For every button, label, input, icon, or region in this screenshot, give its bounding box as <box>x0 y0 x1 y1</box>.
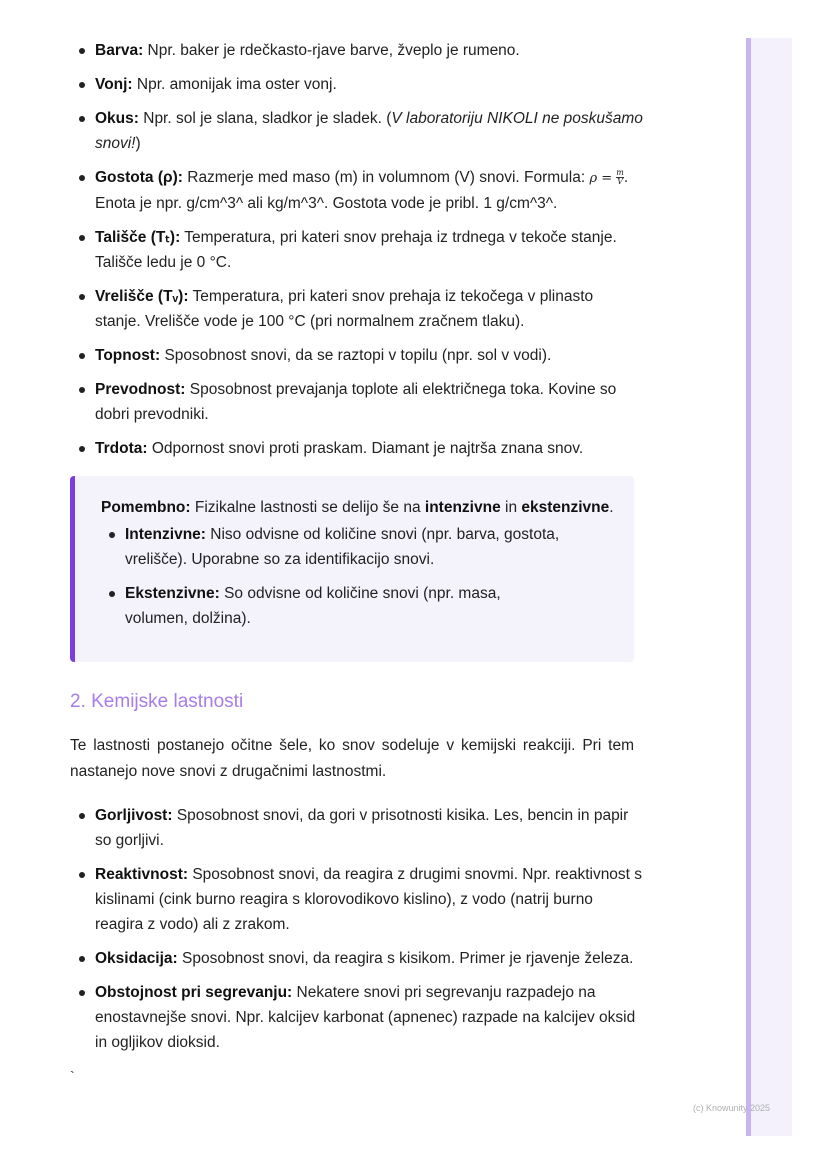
note-list <box>125 522 565 640</box>
list-item: Reaktivnost: Sposobnost snovi, da reagira z drugimi snovmi. Npr. reaktivnost s kislinami (cink burno reagira s klorovodikovo kislino), z vodo (natrij burno reagira z vodo) ali z zrakom. <box>95 862 643 937</box>
page-margin-strip <box>748 38 792 1136</box>
list-item: Topnost: Sposobnost snovi, da se raztopi v topilu (npr. sol v vodi). <box>95 343 643 368</box>
list-item: Okus: Npr. sol je slana, sladkor je sladek. (V laboratoriju NIKOLI ne poskušamo snovi!) <box>95 106 643 156</box>
warning-italic: V laboratoriju NIKOLI ne poskušamo snovi! <box>95 110 643 152</box>
list-item: Vrelišče (Tᵥ): Temperatura, pri kateri snov prehaja iz tekočega v plinasto stanje. Vrelišče vode je 100 °C (pri normalnem zračnem tlaku). <box>95 284 643 334</box>
list-item: Obstojnost pri segrevanju: Nekatere snovi pri segrevanju razpadejo na enostavnejše snovi. Npr. kalcijev karbonat (apnenec) razpade na kalcijev oksid in ogljikov dioksid. <box>95 980 643 1055</box>
list-item: Gostota (ρ): Razmerje med maso (m) in volumnom (V) snovi. Formula: ρ = $\frac{m}{V}$ . Enota je npr. g/cm^3^ ali kg/m^3^. Gostota vode je pribl. 1 g/cm^3^. <box>95 165 643 216</box>
list-item: Tališče (Tₜ): Temperatura, pri kateri snov prehaja iz trdnega v tekoče stanje. Tališče ledu je 0 °C. <box>95 225 643 275</box>
section-heading: 2. Kemijske lastnosti <box>70 691 244 712</box>
list-item: Ekstenzivne: So odvisne od količine snovi (npr. masa, volumen, dolžina). <box>125 581 565 631</box>
density-formula: ρ = <box>589 171 617 186</box>
important-note-box <box>70 476 634 662</box>
list-item: Prevodnost: Sposobnost prevajanja toplote ali električnega toka. Kovine so dobri prevodniki. <box>95 377 643 427</box>
physical-properties-list <box>95 38 643 470</box>
chemical-properties-list <box>95 803 643 1064</box>
copyright-footer: (c) Knowunity 2025 <box>693 1103 771 1113</box>
list-item: Intenzivne: Niso odvisne od količine snovi (npr. barva, gostota, vrelišče). Uporabne so za identifikacijo snovi. <box>125 522 565 572</box>
page-margin-line <box>746 38 751 1136</box>
note-heading: Pomembno: Fizikalne lastnosti se delijo še na intenzivne in ekstenzivne. <box>101 499 614 516</box>
list-item: Gorljivost: Sposobnost snovi, da gori v prisotnosti kisika. Les, bencin in papir so gorljivi. <box>95 803 643 853</box>
section-paragraph: Te lastnosti postanejo očitne šele, ko snov sodeluje v kemijski reakciji. Pri tem nastanejo nove snovi z drugačnimi lastnostmi. <box>70 737 634 780</box>
list-item: Trdota: Odpornost snovi proti praskam. Diamant je najtrša znana snov. <box>95 436 643 461</box>
list-item: Vonj: Npr. amonijak ima oster vonj. <box>95 72 643 97</box>
stray-mark: ` <box>70 1068 75 1084</box>
list-item: Oksidacija: Sposobnost snovi, da reagira s kisikom. Primer je rjavenje železa. <box>95 946 643 971</box>
list-item: Barva: Npr. baker je rdečkasto-rjave barve, žveplo je rumeno. <box>95 38 643 63</box>
density-fraction: $\frac{m}{V}$ <box>616 168 624 187</box>
